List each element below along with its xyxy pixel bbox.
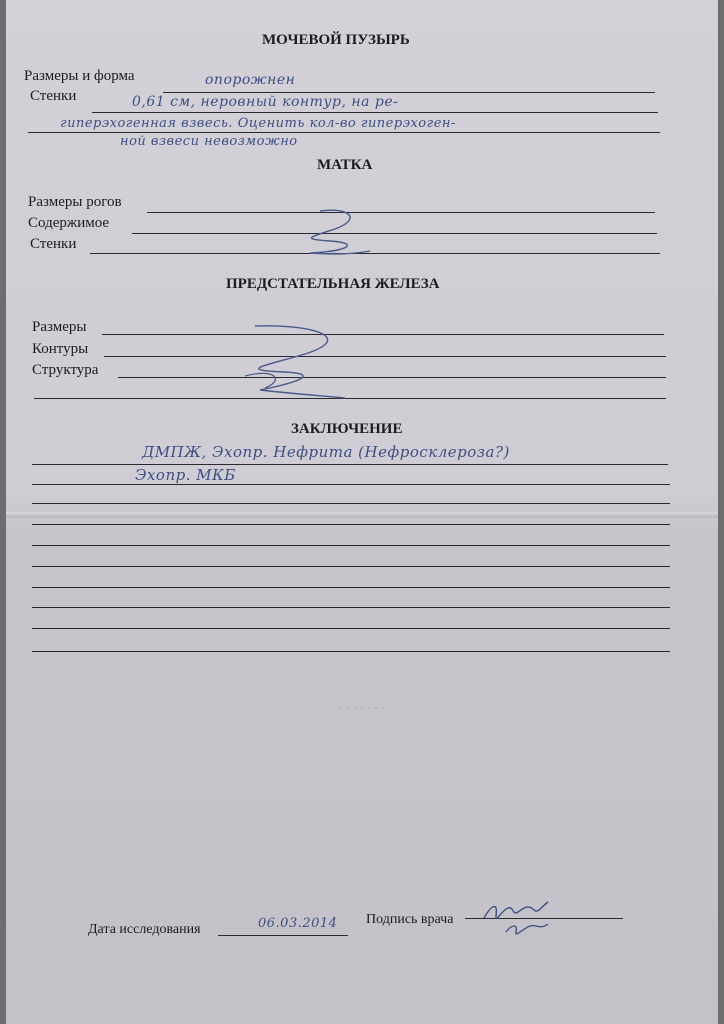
exam-date-line — [218, 935, 348, 936]
prostate-size-label: Размеры — [32, 319, 87, 335]
bladder-section-title: МОЧЕВОЙ ПУЗЫРЬ — [262, 32, 410, 48]
conclusion-line-3 — [32, 503, 670, 504]
exam-date-value: 06.03.2014 — [258, 916, 338, 931]
conclusion-line-6 — [32, 566, 670, 567]
bladder-size-line — [163, 92, 655, 93]
bladder-walls-line-1 — [92, 112, 658, 113]
conclusion-text-1: ДМПЖ, Эхопр. Нефрита (Нефросклероза?) — [142, 443, 510, 461]
exam-date-label: Дата исследования — [88, 922, 201, 937]
prostate-section-title: ПРЕДСТАТЕЛЬНАЯ ЖЕЛЕЗА — [226, 276, 440, 292]
bladder-size-label: Размеры и форма — [24, 68, 135, 84]
bladder-walls-label: Стенки — [30, 88, 77, 104]
doctor-signature-label: Подпись врача — [366, 912, 454, 927]
paper-fold — [6, 512, 718, 518]
bladder-walls-text-3: ной взвеси невозможно — [120, 134, 298, 149]
conclusion-line-2 — [32, 484, 670, 485]
conclusion-line-7 — [32, 587, 670, 588]
conclusion-line-5 — [32, 545, 670, 546]
uterus-strikeout-scribble — [280, 205, 380, 260]
bladder-size-value: опорожнен — [205, 72, 296, 88]
uterus-horns-line — [147, 212, 655, 213]
conclusion-line-8 — [32, 607, 670, 608]
conclusion-text-2: Эхопр. МКБ — [135, 466, 236, 484]
doctor-signature — [478, 894, 568, 942]
uterus-walls-label: Стенки — [30, 236, 77, 252]
prostate-structure-line — [118, 377, 666, 378]
uterus-content-line — [132, 233, 657, 234]
prostate-contour-label: Контуры — [32, 341, 89, 357]
conclusion-line-10 — [32, 651, 670, 652]
conclusion-line-1 — [32, 464, 668, 465]
reverse-side-show-through: . . . . . . . — [339, 698, 385, 713]
bladder-walls-text-2: гиперэхогенная взвесь. Оценить кол-во гиперэхоген- — [60, 116, 456, 131]
bladder-walls-text-1: 0,61 см, неровный контур, на ре- — [132, 94, 399, 110]
uterus-horns-label: Размеры рогов — [28, 194, 122, 210]
uterus-content-label: Содержимое — [28, 215, 110, 231]
conclusion-line-9 — [32, 628, 670, 629]
uterus-section-title: МАТКА — [317, 157, 373, 173]
prostate-size-line — [102, 334, 664, 335]
form-sheet — [6, 0, 718, 1024]
prostate-contour-line — [104, 356, 666, 357]
prostate-strikeout-scribble — [225, 318, 360, 403]
bladder-walls-line-2 — [28, 132, 660, 133]
conclusion-section-title: ЗАКЛЮЧЕНИЕ — [291, 421, 403, 437]
prostate-structure-label: Структура — [32, 362, 99, 378]
conclusion-line-4 — [32, 524, 670, 525]
